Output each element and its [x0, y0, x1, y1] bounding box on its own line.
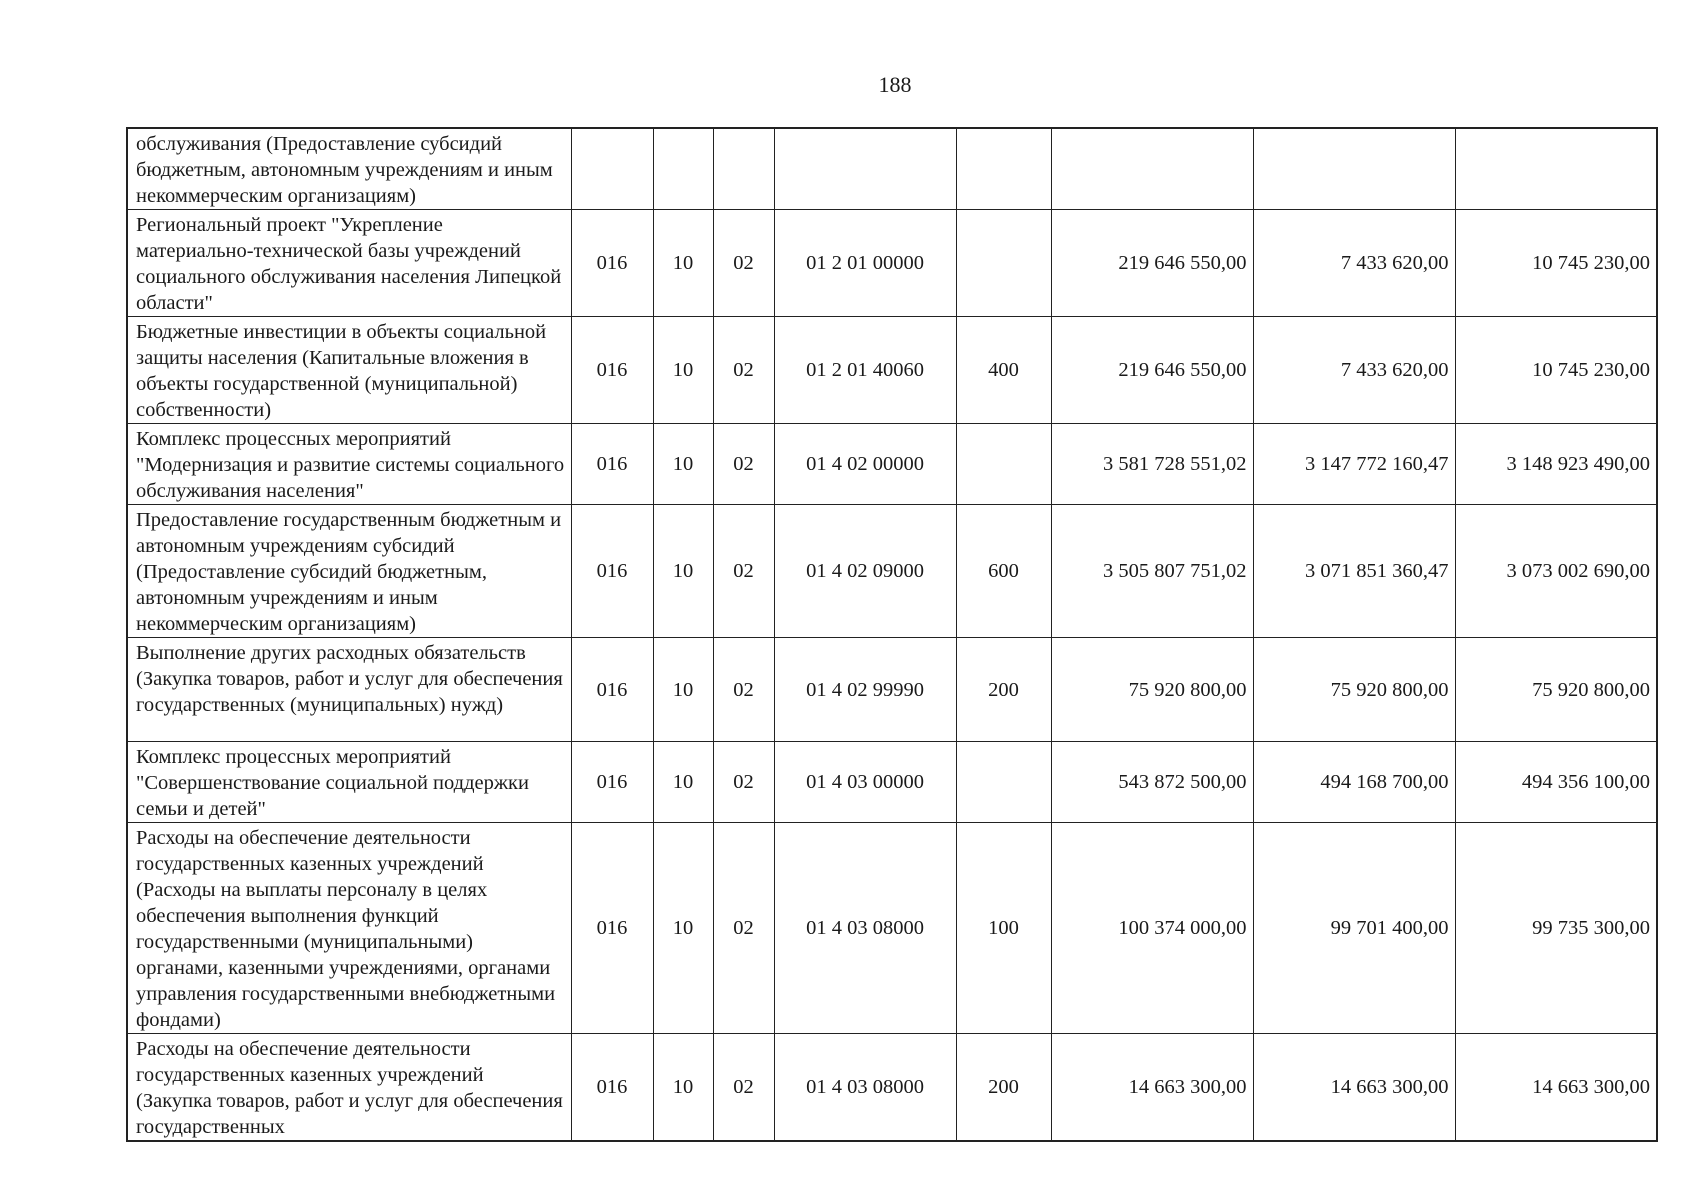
table-row — [127, 128, 1657, 210]
row-description: Предоставление государственным бюджетным и автономным учреждениям субсидий (Предоставление субсидий бюджетным, автономным учреждениям и иным некоммерческим организациям) — [127, 505, 571, 638]
target-article-code: 01 4 03 08000 — [774, 823, 956, 1034]
table-row — [127, 424, 1657, 505]
amount-year-3: 494 356 100,00 — [1455, 742, 1657, 823]
section-code — [653, 128, 713, 210]
amount-year-1: 3 581 728 551,02 — [1051, 424, 1253, 505]
budget-table — [126, 127, 1658, 1142]
target-article-code: 01 2 01 40060 — [774, 317, 956, 424]
amount-year-2: 14 663 300,00 — [1253, 1034, 1455, 1142]
row-description: Расходы на обеспечение деятельности государственных казенных учреждений (Закупка товаров, работ и услуг для обеспечения государственных — [127, 1034, 571, 1142]
table-row — [127, 823, 1657, 1034]
section-code: 10 — [653, 210, 713, 317]
amount-year-3 — [1455, 128, 1657, 210]
section-code: 10 — [653, 505, 713, 638]
section-code: 10 — [653, 317, 713, 424]
target-article-code: 01 4 03 00000 — [774, 742, 956, 823]
target-article-code — [774, 128, 956, 210]
row-description: Расходы на обеспечение деятельности государственных казенных учреждений (Расходы на выплаты персоналу в целях обеспечения выполнения функций государственными (муниципальными) органами, казенными учреждениями, органами управления государственными внебюджетными фондами) — [127, 823, 571, 1034]
row-description: Выполнение других расходных обязательств (Закупка товаров, работ и услуг для обеспечения государственных (муниципальных) нужд) — [127, 638, 571, 742]
admin-code — [571, 128, 653, 210]
admin-code: 016 — [571, 210, 653, 317]
subsection-code: 02 — [713, 823, 774, 1034]
table-row — [127, 505, 1657, 638]
page-number: 188 — [878, 72, 912, 97]
admin-code: 016 — [571, 424, 653, 505]
target-article-code: 01 4 02 99990 — [774, 638, 956, 742]
section-code: 10 — [653, 742, 713, 823]
expense-kind-code — [956, 128, 1051, 210]
amount-year-1: 3 505 807 751,02 — [1051, 505, 1253, 638]
expense-kind-code: 200 — [956, 1034, 1051, 1142]
amount-year-2: 7 433 620,00 — [1253, 317, 1455, 424]
amount-year-2: 75 920 800,00 — [1253, 638, 1455, 742]
amount-year-2: 3 071 851 360,47 — [1253, 505, 1455, 638]
row-description: Региональный проект "Укрепление материально-технической базы учреждений социального обслуживания населения Липецкой области" — [127, 210, 571, 317]
amount-year-3: 10 745 230,00 — [1455, 317, 1657, 424]
section-code: 10 — [653, 1034, 713, 1142]
expense-kind-code: 200 — [956, 638, 1051, 742]
table-row — [127, 210, 1657, 317]
target-article-code: 01 4 02 00000 — [774, 424, 956, 505]
admin-code: 016 — [571, 742, 653, 823]
table-row — [127, 317, 1657, 424]
amount-year-3: 3 073 002 690,00 — [1455, 505, 1657, 638]
subsection-code: 02 — [713, 424, 774, 505]
subsection-code: 02 — [713, 1034, 774, 1142]
amount-year-2 — [1253, 128, 1455, 210]
admin-code: 016 — [571, 1034, 653, 1142]
target-article-code: 01 4 02 09000 — [774, 505, 956, 638]
amount-year-1 — [1051, 128, 1253, 210]
amount-year-1: 14 663 300,00 — [1051, 1034, 1253, 1142]
subsection-code: 02 — [713, 742, 774, 823]
target-article-code: 01 2 01 00000 — [774, 210, 956, 317]
section-code: 10 — [653, 823, 713, 1034]
section-code: 10 — [653, 424, 713, 505]
amount-year-3: 10 745 230,00 — [1455, 210, 1657, 317]
target-article-code: 01 4 03 08000 — [774, 1034, 956, 1142]
amount-year-3: 3 148 923 490,00 — [1455, 424, 1657, 505]
amount-year-3: 75 920 800,00 — [1455, 638, 1657, 742]
amount-year-1: 100 374 000,00 — [1051, 823, 1253, 1034]
admin-code: 016 — [571, 823, 653, 1034]
row-description: Комплекс процессных мероприятий "Модернизация и развитие системы социального обслуживания населения" — [127, 424, 571, 505]
expense-kind-code — [956, 424, 1051, 505]
expense-kind-code — [956, 210, 1051, 317]
subsection-code: 02 — [713, 210, 774, 317]
section-code: 10 — [653, 638, 713, 742]
amount-year-3: 14 663 300,00 — [1455, 1034, 1657, 1142]
table-row — [127, 1034, 1657, 1142]
admin-code: 016 — [571, 317, 653, 424]
admin-code: 016 — [571, 505, 653, 638]
table-row — [127, 742, 1657, 823]
subsection-code: 02 — [713, 505, 774, 638]
subsection-code: 02 — [713, 638, 774, 742]
expense-kind-code: 400 — [956, 317, 1051, 424]
row-description: Комплекс процессных мероприятий "Совершенствование социальной поддержки семьи и детей" — [127, 742, 571, 823]
amount-year-2: 494 168 700,00 — [1253, 742, 1455, 823]
expense-kind-code: 600 — [956, 505, 1051, 638]
row-description: Бюджетные инвестиции в объекты социальной защиты населения (Капитальные вложения в объекты государственной (муниципальной) собственности) — [127, 317, 571, 424]
subsection-code — [713, 128, 774, 210]
amount-year-2: 7 433 620,00 — [1253, 210, 1455, 317]
amount-year-3: 99 735 300,00 — [1455, 823, 1657, 1034]
amount-year-2: 99 701 400,00 — [1253, 823, 1455, 1034]
subsection-code: 02 — [713, 317, 774, 424]
amount-year-1: 219 646 550,00 — [1051, 210, 1253, 317]
amount-year-1: 219 646 550,00 — [1051, 317, 1253, 424]
amount-year-2: 3 147 772 160,47 — [1253, 424, 1455, 505]
admin-code: 016 — [571, 638, 653, 742]
amount-year-1: 543 872 500,00 — [1051, 742, 1253, 823]
expense-kind-code: 100 — [956, 823, 1051, 1034]
table-row — [127, 638, 1657, 742]
amount-year-1: 75 920 800,00 — [1051, 638, 1253, 742]
row-description: обслуживания (Предоставление субсидий бюджетным, автономным учреждениям и иным некоммерческим организациям) — [127, 128, 571, 210]
expense-kind-code — [956, 742, 1051, 823]
